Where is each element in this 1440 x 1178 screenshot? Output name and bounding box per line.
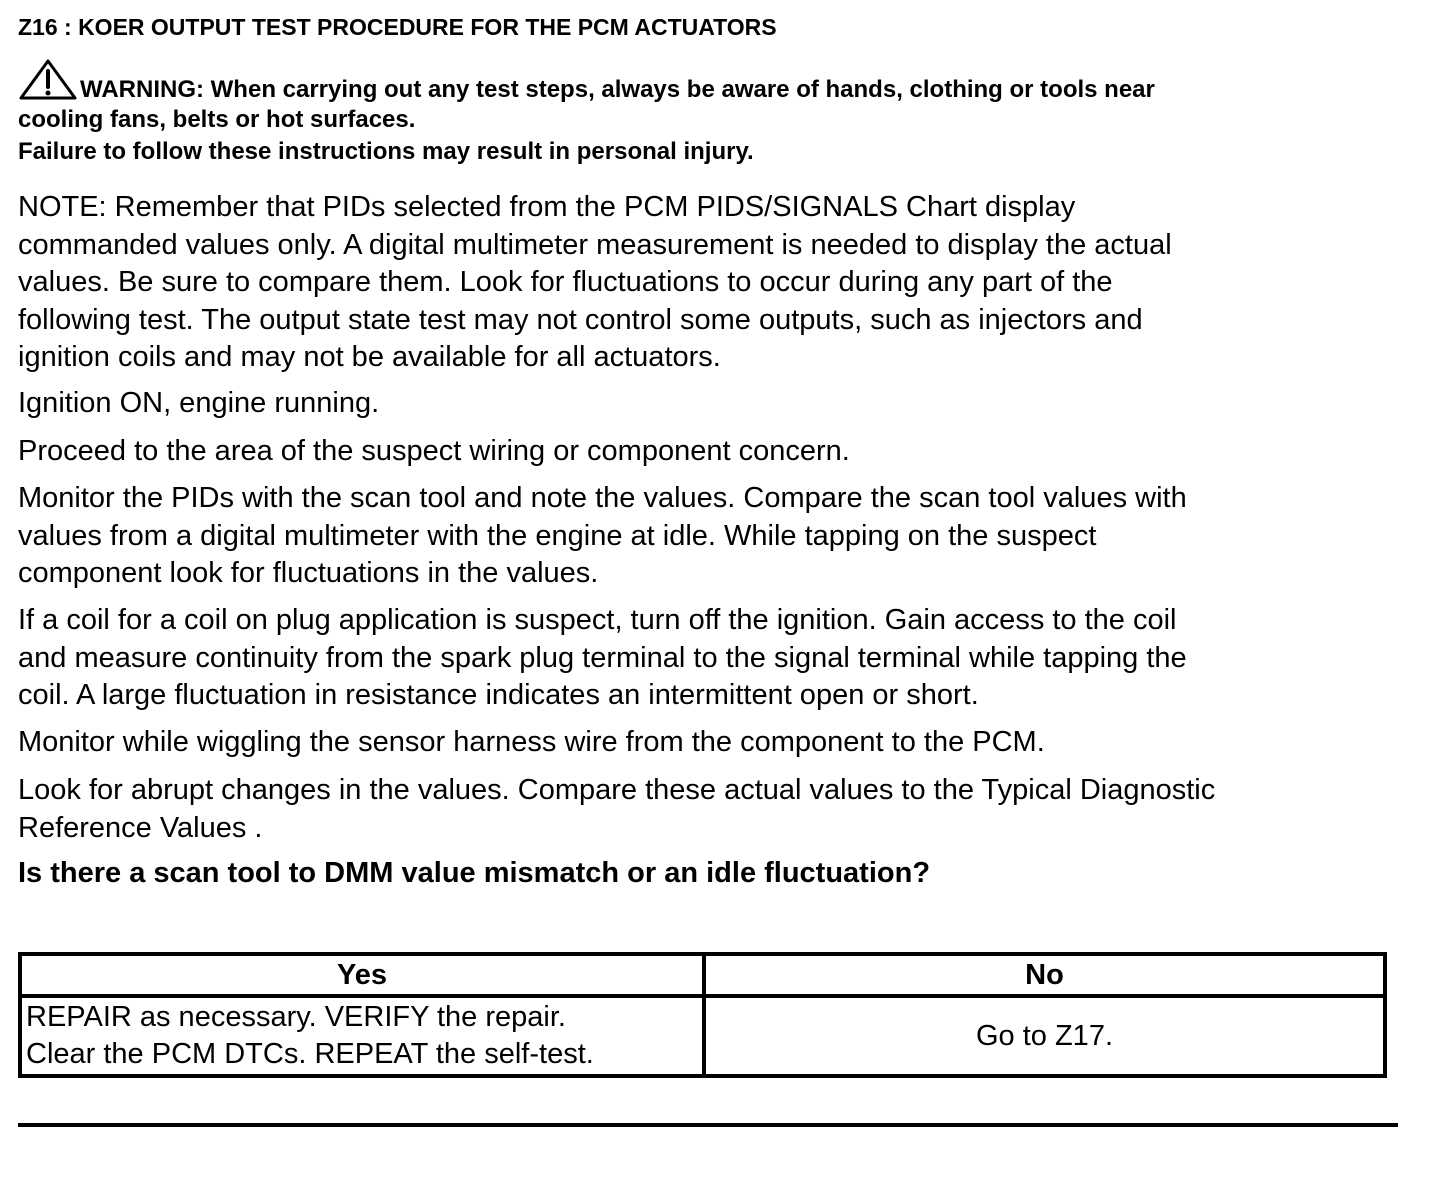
warning-triangle-icon — [18, 58, 78, 102]
step-line: component look for fluctuations in the values. — [18, 557, 599, 589]
note-line: values. Be sure to compare them. Look for fluctuations to occur during any part of the — [18, 266, 1113, 298]
note-line: commanded values only. A digital multimeter measurement is needed to display the actual — [18, 228, 1172, 261]
no-action-cell: Go to Z17. — [704, 996, 1385, 1076]
note-paragraph — [18, 189, 1403, 377]
step-line: and measure continuity from the spark plug terminal to the signal terminal while tapping the — [18, 641, 1187, 674]
result-header-row — [20, 954, 1385, 996]
step-monitor-pids — [18, 480, 1403, 593]
note-line: NOTE: Remember that PIDs selected from the PCM PIDS/SIGNALS Chart display — [18, 191, 1076, 223]
warning-line-3: Failure to follow these instructions may result in personal injury. — [18, 138, 754, 165]
warning-text: WARNING: When carrying out any test steps, always be aware of hands, clothing or tools near — [80, 76, 1155, 103]
step-abrupt — [18, 772, 1403, 847]
warning-line-1 — [18, 58, 1398, 104]
result-table — [18, 952, 1387, 1078]
step-coil — [18, 602, 1403, 715]
result-row — [20, 996, 1385, 1076]
test-question: Is there a scan tool to DMM value mismatch or an idle fluctuation? — [18, 857, 931, 889]
page-title: Z16 : KOER OUTPUT TEST PROCEDURE FOR THE PCM ACTUATORS — [18, 14, 777, 40]
yes-action-line: Clear the PCM DTCs. REPEAT the self-test. — [26, 1038, 594, 1070]
step-line: If a coil for a coil on plug application is suspect, turn off the ignition. Gain access to the coil — [18, 604, 1177, 636]
step-ignition: Ignition ON, engine running. — [18, 387, 380, 419]
yes-action-cell — [20, 996, 704, 1076]
step-line: Look for abrupt changes in the values. Compare these actual values to the Typical Diagnostic — [18, 774, 1216, 806]
note-line: ignition coils and may not be available for all actuators. — [18, 341, 721, 373]
step-proceed: Proceed to the area of the suspect wiring or component concern. — [18, 435, 850, 467]
note-line: following test. The output state test may not control some outputs, such as injectors and — [18, 303, 1143, 336]
step-line: Reference Values . — [18, 811, 263, 844]
step-line: Monitor the PIDs with the scan tool and note the values. Compare the scan tool values with — [18, 482, 1187, 514]
step-line: coil. A large fluctuation in resistance indicates an intermittent open or short. — [18, 679, 979, 711]
yes-header: Yes — [20, 954, 704, 996]
step-line: values from a digital multimeter with the engine at idle. While tapping on the suspect — [18, 519, 1097, 552]
no-header: No — [704, 954, 1385, 996]
step-wiggle: Monitor while wiggling the sensor harness wire from the component to the PCM. — [18, 726, 1045, 758]
bottom-divider — [18, 1123, 1398, 1127]
warning-block — [18, 58, 1398, 168]
yes-action-line: REPAIR as necessary. VERIFY the repair. — [26, 1001, 566, 1033]
warning-line-2: cooling fans, belts or hot surfaces. — [18, 106, 416, 133]
